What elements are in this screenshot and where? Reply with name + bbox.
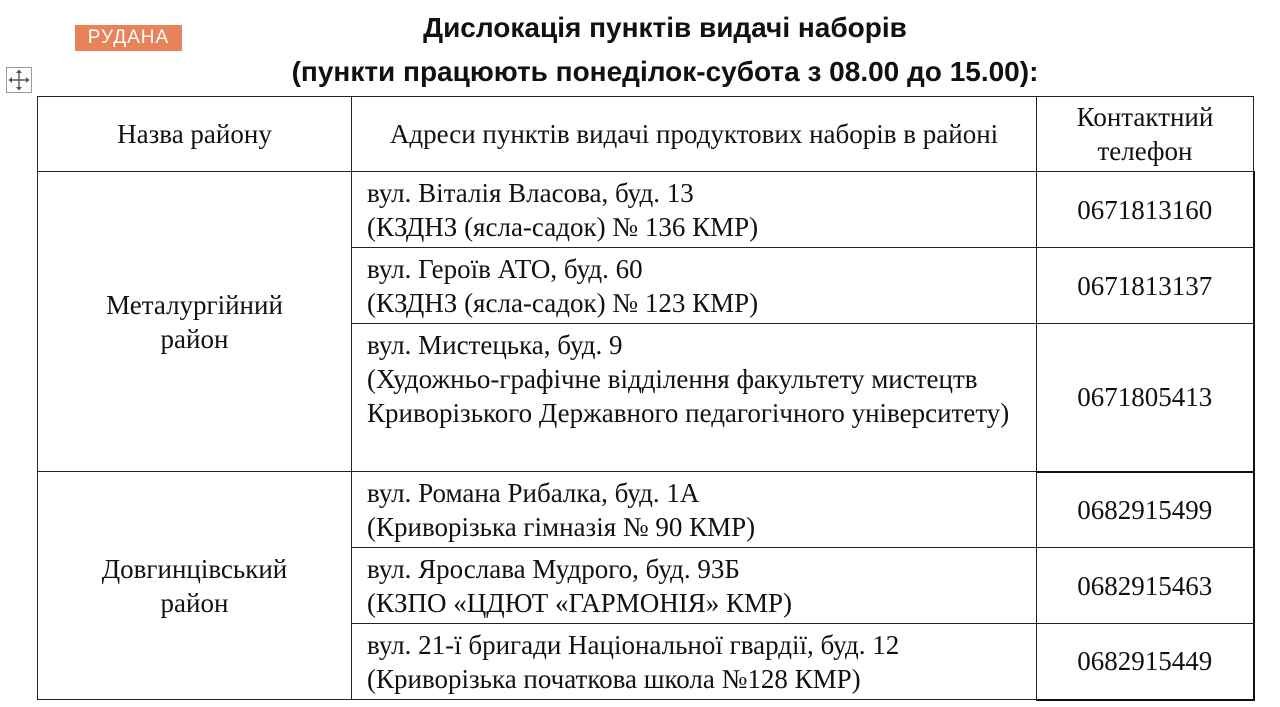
address-street: вул. Віталія Власова, буд. 13	[367, 178, 694, 208]
header-district: Назва району	[38, 97, 352, 172]
table-move-handle[interactable]	[6, 67, 32, 93]
table-header-row	[38, 97, 1254, 172]
address-institution: (Художньо-графічне відділення факультету мистецтв Криворізького Державного педагогічного університету)	[367, 364, 1010, 428]
address-cell	[352, 472, 1037, 548]
address-street: вул. 21-ї бригади Національної гвардії, буд. 12	[367, 630, 900, 660]
address-cell	[352, 248, 1037, 324]
tag-badge: РУДАНА	[75, 25, 182, 51]
address-institution: (КЗПО «ЦДЮТ «ГАРМОНІЯ» КМР)	[367, 588, 792, 618]
district-cell	[38, 172, 352, 472]
address-cell	[352, 624, 1037, 700]
distribution-points-table	[37, 96, 1255, 701]
phone-cell: 0671813160	[1037, 172, 1254, 248]
phone-cell: 0682915449	[1037, 624, 1254, 700]
phone-cell: 0682915499	[1037, 472, 1254, 548]
phone-cell: 0682915463	[1037, 548, 1254, 624]
address-cell	[352, 548, 1037, 624]
address-institution: (КЗДНЗ (ясла-садок) № 123 КМР)	[367, 288, 759, 318]
move-arrows-icon	[7, 68, 31, 92]
address-street: вул. Героїв АТО, буд. 60	[367, 254, 643, 284]
district-cell	[38, 472, 352, 700]
district-suffix: район	[160, 323, 229, 354]
address-cell	[352, 324, 1037, 472]
address-street: вул. Романа Рибалка, буд. 1А	[367, 478, 700, 508]
header-phone: Контактний телефон	[1037, 97, 1254, 172]
district-name: Довгинцівський	[101, 553, 288, 584]
header-address: Адреси пунктів видачі продуктових наборів в районі	[352, 97, 1037, 172]
address-institution: (Криворізька початкова школа №128 КМР)	[367, 664, 861, 694]
address-cell	[352, 172, 1037, 248]
address-institution: (КЗДНЗ (ясла-садок) № 136 КМР)	[367, 212, 759, 242]
document-subtitle: (пункти працюють понеділок-субота з 08.00 до 15.00):	[291, 56, 1039, 87]
address-street: вул. Ярослава Мудрого, буд. 93Б	[367, 554, 740, 584]
document-title: Дислокація пунктів видачі наборів	[423, 12, 907, 43]
district-suffix: район	[160, 587, 229, 618]
table-row	[38, 172, 1254, 248]
address-street: вул. Мистецька, буд. 9	[367, 330, 623, 360]
address-institution: (Криворізька гімназія № 90 КМР)	[367, 512, 756, 542]
table-row	[38, 472, 1254, 548]
district-name: Металургійний	[106, 289, 283, 320]
phone-cell: 0671805413	[1037, 324, 1254, 472]
phone-cell: 0671813137	[1037, 248, 1254, 324]
